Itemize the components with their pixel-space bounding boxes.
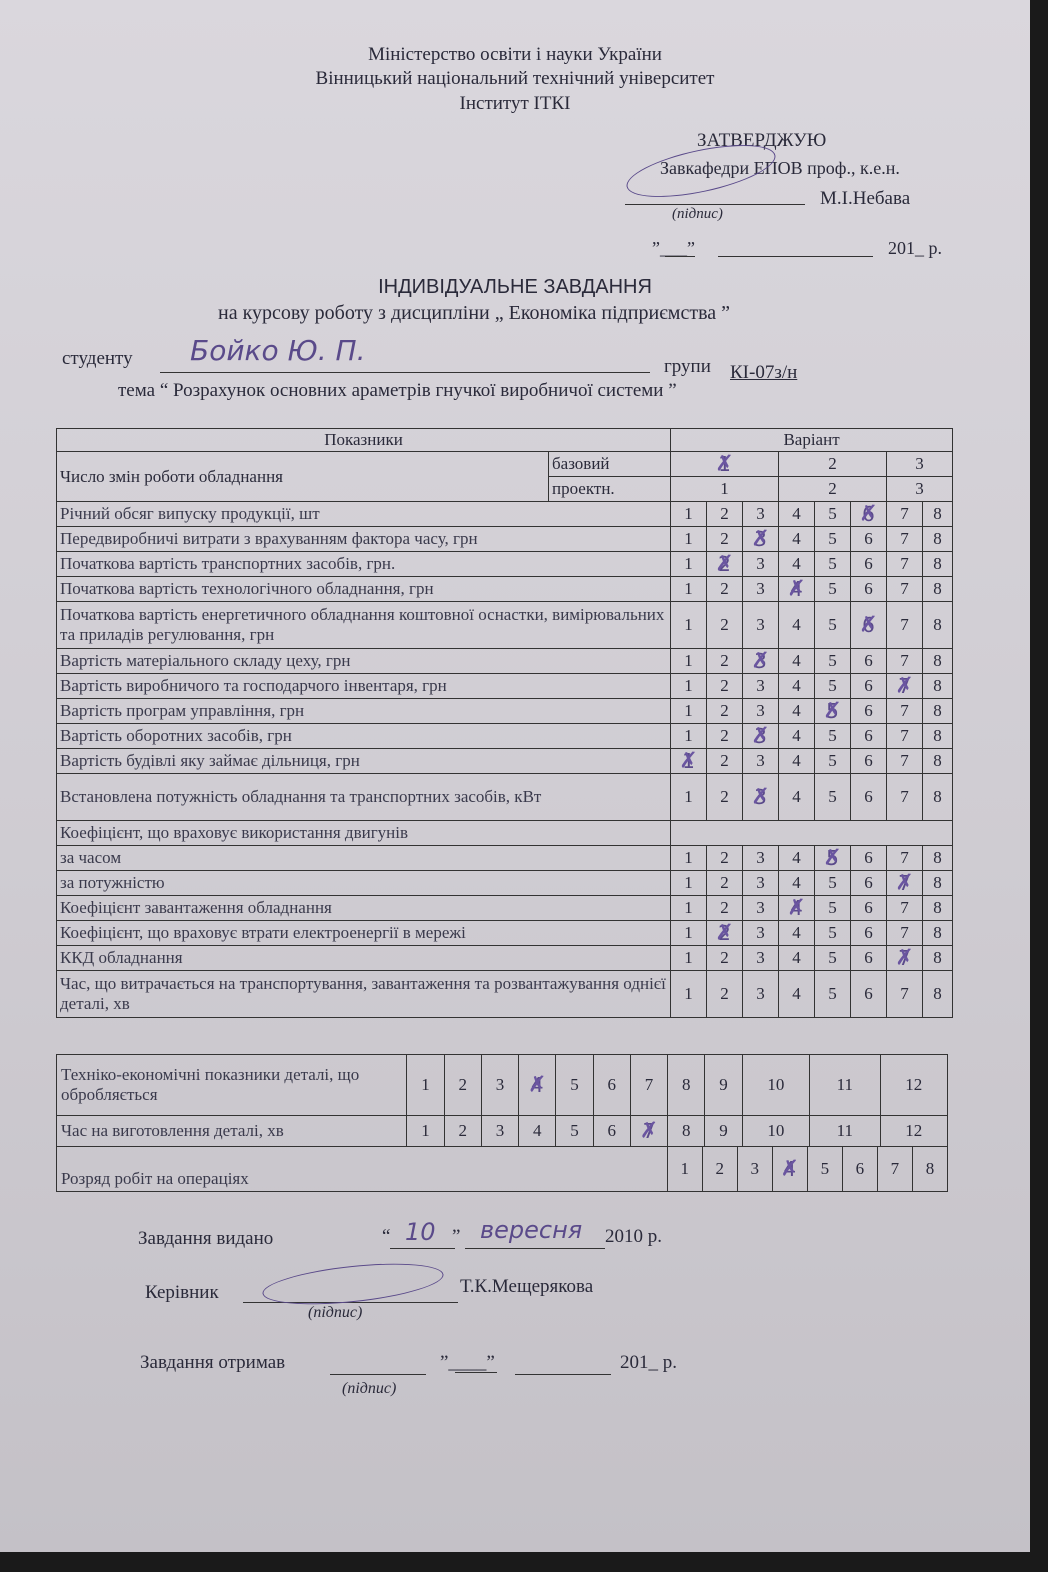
variant-cell: 8 <box>923 871 953 896</box>
table-row <box>57 1055 948 1116</box>
received-signature-line <box>330 1374 426 1375</box>
variant-cell: 3 <box>481 1116 518 1147</box>
variant-cell: 8 <box>923 674 953 699</box>
table-row <box>57 552 953 577</box>
variant-cell: 5 <box>815 749 851 774</box>
variant-cell: 1 <box>671 527 707 552</box>
table-header-row <box>57 429 953 452</box>
approve-year: 201_ р. <box>888 238 942 258</box>
approve-position: Завкафедри ЕПОВ проф., к.е.н. <box>660 158 900 178</box>
selected-variant-mark: 3 ✗ <box>754 785 767 809</box>
supervisor-name: Т.К.Мещерякова <box>460 1276 594 1297</box>
approve-day-line <box>665 256 695 257</box>
variant-cell: 1 <box>671 921 707 946</box>
variant-cell: 7 <box>887 502 923 527</box>
issued-year: 2010 р. <box>605 1226 662 1247</box>
shift-value: 3 <box>887 477 953 502</box>
row-label: Час на виготовлення деталі, хв <box>57 1116 407 1147</box>
table-row <box>57 971 953 1018</box>
issued-quote-open: “ <box>382 1226 391 1247</box>
variant-cell: 7 <box>630 1055 667 1116</box>
selected-variant-mark: 3 ✗ <box>754 527 767 551</box>
issued-day-line <box>390 1248 455 1249</box>
approve-name: М.І.Небава <box>820 188 911 209</box>
variant-cell: 2 <box>707 846 743 871</box>
variant-cell: 8 <box>923 577 953 602</box>
variant-cell: 6 <box>851 674 887 699</box>
variant-cell: 2 <box>702 1147 737 1192</box>
variant-cell: 3 <box>743 921 779 946</box>
topic-text: тема “ Розрахунок основних араметрів гнучкої виробничої системи ” <box>118 380 677 401</box>
variant-cell: 2 <box>707 502 743 527</box>
row-label: Початкова вартість енергетичного обладнання коштовної оснастки, вимірювальних та приладів регулювання, грн <box>57 602 671 649</box>
received-sign-caption: (підпис) <box>342 1380 397 1397</box>
variant-cell: 1 <box>671 602 707 649</box>
table-row <box>57 649 953 674</box>
received-label: Завдання отримав <box>140 1352 286 1373</box>
table-row <box>57 1147 948 1192</box>
issued-month-line <box>465 1248 605 1249</box>
variant-cell: 1 <box>671 699 707 724</box>
shifts-base-label: базовий <box>549 452 671 477</box>
approve-label: ЗАТВЕРДЖУЮ <box>697 130 827 151</box>
approve-month-line <box>718 256 873 257</box>
variant-cell: 9 <box>705 1055 742 1116</box>
variant-cell: 6 <box>851 971 887 1018</box>
variant-cell: 10 <box>742 1116 809 1147</box>
table-row <box>57 724 953 749</box>
shift-value: 3 <box>887 452 953 477</box>
detail-table <box>56 1054 948 1147</box>
variant-cell <box>851 602 887 649</box>
received-date-quote: ”____” <box>440 1352 495 1373</box>
variant-cell: 6 <box>851 749 887 774</box>
variant-cell: 7 <box>887 921 923 946</box>
row-label: Вартість оборотних засобів, грн <box>57 724 671 749</box>
variant-cell: 3 <box>743 749 779 774</box>
variant-cell: 4 <box>779 527 815 552</box>
variant-cell: 8 <box>923 774 953 821</box>
variant-cell: 3 <box>481 1055 518 1116</box>
table-row <box>57 527 953 552</box>
ministry-name: Міністерство освіти і науки України <box>368 44 662 65</box>
variant-cell: 8 <box>923 552 953 577</box>
variant-cell: 8 <box>923 527 953 552</box>
variant-cell <box>772 1147 807 1192</box>
approve-date-prefix: ”___” <box>652 238 695 258</box>
selected-variant-mark: 4 ✗ <box>531 1073 544 1097</box>
variant-cell <box>887 674 923 699</box>
student-name-line <box>160 372 650 373</box>
variant-cell: 12 <box>880 1055 947 1116</box>
variant-cell: 8 <box>923 749 953 774</box>
row-label: Вартість програм управління, грн <box>57 699 671 724</box>
variant-cell <box>743 724 779 749</box>
variant-cell: 6 <box>851 896 887 921</box>
variant-cell: 4 <box>779 846 815 871</box>
variant-cell: 8 <box>912 1147 947 1192</box>
table-row <box>57 921 953 946</box>
variant-cell: 8 <box>668 1116 705 1147</box>
variant-cell: 6 <box>842 1147 877 1192</box>
row-label: Коефіцієнт завантаження обладнання <box>57 896 671 921</box>
row-label: Встановлена потужність обладнання та транспортних засобів, кВт <box>57 774 671 821</box>
variant-cell: 6 <box>851 552 887 577</box>
variant-cell: 4 <box>779 649 815 674</box>
row-label: Передвиробничі витрати з врахуванням фактора часу, грн <box>57 527 671 552</box>
variant-cell: 4 <box>779 724 815 749</box>
variant-cell: 7 <box>887 649 923 674</box>
header-indicators: Показники <box>57 429 671 452</box>
variant-cell <box>815 699 851 724</box>
variant-cell: 3 <box>743 946 779 971</box>
row-label: Коефіцієнт, що враховує втрати електроенергії в мережі <box>57 921 671 946</box>
variant-cell: 4 <box>779 552 815 577</box>
table-row <box>57 774 953 821</box>
student-label: студенту <box>62 348 133 369</box>
variant-cell: 3 <box>743 577 779 602</box>
variant-cell <box>743 649 779 674</box>
variant-cell: 5 <box>815 602 851 649</box>
selected-variant-mark: 4 ✗ <box>790 577 803 601</box>
variant-cell <box>779 896 815 921</box>
variant-cell: 3 <box>743 502 779 527</box>
selected-variant-mark: 7 ✗ <box>898 946 911 970</box>
variant-cell: 1 <box>667 1147 702 1192</box>
variant-cell: 5 <box>556 1055 593 1116</box>
variant-cell: 7 <box>877 1147 912 1192</box>
row-label: ККД обладнання <box>57 946 671 971</box>
row-label: Початкова вартість технологічного обладнання, грн <box>57 577 671 602</box>
variant-cell <box>743 774 779 821</box>
variant-cell: 6 <box>851 724 887 749</box>
variant-cell: 5 <box>815 896 851 921</box>
variant-cell: 1 <box>407 1116 444 1147</box>
variant-cell: 8 <box>923 946 953 971</box>
approve-signature-line <box>625 204 805 205</box>
variant-cell: 5 <box>815 946 851 971</box>
variant-cell: 1 <box>407 1055 444 1116</box>
table-row <box>57 821 953 846</box>
row-label: Розряд робіт на операціях <box>57 1147 668 1192</box>
variant-cell: 2 <box>707 577 743 602</box>
variant-cell: 6 <box>593 1055 630 1116</box>
variant-cell <box>851 502 887 527</box>
variant-cell: 1 <box>671 502 707 527</box>
variant-cell: 4 <box>779 502 815 527</box>
variant-cell: 4 <box>779 921 815 946</box>
variant-cell <box>630 1116 667 1147</box>
row-label: за потужністю <box>57 871 671 896</box>
row-label: Вартість матеріального складу цеху, грн <box>57 649 671 674</box>
variant-cell: 7 <box>887 527 923 552</box>
parameters-table <box>56 428 953 1018</box>
variant-cell <box>743 527 779 552</box>
variant-cell <box>707 921 743 946</box>
variant-cell: 1 <box>671 896 707 921</box>
selected-variant-mark: 4 ✗ <box>790 896 803 920</box>
variant-cell: 2 <box>444 1055 481 1116</box>
variant-cell: 2 <box>707 674 743 699</box>
variant-cell: 7 <box>887 971 923 1018</box>
selected-variant-mark: 4 ✗ <box>783 1157 796 1181</box>
variant-cell: 5 <box>815 724 851 749</box>
table-row <box>57 602 953 649</box>
variant-cell: 6 <box>851 577 887 602</box>
variant-cell: 2 <box>707 649 743 674</box>
row-label: Час, що витрачається на транспортування, завантаження та розвантажування однієї деталі, хв <box>57 971 671 1018</box>
variant-cell: 8 <box>923 649 953 674</box>
variant-cell <box>519 1055 556 1116</box>
variant-cell: 1 <box>671 577 707 602</box>
variant-cell: 7 <box>887 602 923 649</box>
variant-cell: 8 <box>923 971 953 1018</box>
variant-cell: 6 <box>851 699 887 724</box>
variant-cell <box>887 946 923 971</box>
variant-cell: 11 <box>810 1055 880 1116</box>
table-row <box>57 896 953 921</box>
variant-cell: 4 <box>779 774 815 821</box>
selected-variant-mark: 5 ✗ <box>826 846 839 870</box>
row-label: Вартість виробничого та господарчого інвентаря, грн <box>57 674 671 699</box>
table-row <box>57 452 953 477</box>
variant-cell: 3 <box>743 871 779 896</box>
variant-cell: 4 <box>779 602 815 649</box>
variant-cell: 3 <box>743 552 779 577</box>
variant-cell: 5 <box>815 527 851 552</box>
variant-cell: 8 <box>923 846 953 871</box>
variant-cell: 2 <box>707 749 743 774</box>
variant-cell: 8 <box>668 1055 705 1116</box>
row-label: Вартість будівлі яку займає дільниця, грн <box>57 749 671 774</box>
variant-cell: 6 <box>851 649 887 674</box>
variant-cell: 3 <box>743 896 779 921</box>
supervisor-sign-caption: (підпис) <box>308 1304 363 1321</box>
variant-cell: 4 <box>519 1116 556 1147</box>
row-label: за часом <box>57 846 671 871</box>
approve-sign-caption: (підпис) <box>672 206 723 222</box>
selected-variant-mark: 7 ✗ <box>898 674 911 698</box>
shift-value: 1 <box>671 477 779 502</box>
variant-cell: 2 <box>707 871 743 896</box>
table-row <box>57 699 953 724</box>
variant-cell: 5 <box>815 552 851 577</box>
shift-value <box>671 452 779 477</box>
variant-cell: 1 <box>671 724 707 749</box>
variant-cell: 6 <box>851 946 887 971</box>
variant-cell: 8 <box>923 896 953 921</box>
variant-cell <box>815 846 851 871</box>
selected-variant-mark: 1 ✗ <box>682 749 695 773</box>
received-year: 201_ р. <box>620 1352 677 1373</box>
issued-day: 10 <box>405 1218 436 1246</box>
variant-cell: 1 <box>671 674 707 699</box>
received-day-line <box>455 1372 497 1373</box>
variant-cell: 5 <box>815 921 851 946</box>
variant-cell: 6 <box>851 871 887 896</box>
variant-cell: 2 <box>707 774 743 821</box>
variant-cell: 6 <box>593 1116 630 1147</box>
variant-cell: 7 <box>887 774 923 821</box>
variant-cell: 12 <box>880 1116 947 1147</box>
variant-cell: 4 <box>779 749 815 774</box>
variant-cell <box>779 577 815 602</box>
supervisor-label: Керівник <box>145 1282 219 1303</box>
group-value: КІ-07з/н <box>730 362 798 383</box>
variant-cell: 8 <box>923 724 953 749</box>
variant-cell: 2 <box>707 527 743 552</box>
variant-cell: 6 <box>851 921 887 946</box>
variant-cell <box>671 749 707 774</box>
variant-cell: 7 <box>887 846 923 871</box>
issued-month: вересня <box>480 1216 583 1244</box>
selected-variant-mark: 6 ✗ <box>862 502 875 526</box>
variant-cell: 7 <box>887 749 923 774</box>
selected-variant-mark: 1 ✗ <box>718 452 731 476</box>
variant-cell: 7 <box>887 699 923 724</box>
student-name: Бойко Ю. П. <box>190 334 366 367</box>
variant-cell: 3 <box>743 699 779 724</box>
variant-cell: 3 <box>743 971 779 1018</box>
variant-cell: 7 <box>887 552 923 577</box>
shifts-project-label: проектн. <box>549 477 671 502</box>
variant-cell: 6 <box>851 846 887 871</box>
document-title: ІНДИВІДУАЛЬНЕ ЗАВДАННЯ <box>378 276 652 298</box>
variant-cell: 5 <box>815 871 851 896</box>
row-label: Техніко-економічні показники деталі, що обробляється <box>57 1055 407 1116</box>
variant-cell: 2 <box>707 971 743 1018</box>
variant-cell: 7 <box>887 577 923 602</box>
variant-cell: 1 <box>671 649 707 674</box>
variant-cell: 9 <box>705 1116 742 1147</box>
grade-table <box>56 1146 948 1192</box>
table-row <box>57 502 953 527</box>
selected-variant-mark: 6 ✗ <box>862 613 875 637</box>
variant-cell: 2 <box>707 699 743 724</box>
variant-cell: 5 <box>815 649 851 674</box>
variant-cell: 3 <box>737 1147 772 1192</box>
variant-cell: 4 <box>779 674 815 699</box>
row-label: Коефіцієнт, що враховує використання двигунів <box>57 821 671 846</box>
variant-cell: 8 <box>923 502 953 527</box>
table-row <box>57 577 953 602</box>
variant-cell: 3 <box>743 674 779 699</box>
table-row <box>57 1116 948 1147</box>
selected-variant-mark: 7 ✗ <box>898 871 911 895</box>
variant-cell <box>707 552 743 577</box>
selected-variant-mark: 2 ✗ <box>718 921 731 945</box>
variant-cell: 4 <box>779 946 815 971</box>
group-label: групи <box>664 356 711 377</box>
row-label: Початкова вартість транспортних засобів, грн. <box>57 552 671 577</box>
shifts-label: Число змін роботи обладнання <box>57 452 549 502</box>
header-variant: Варіант <box>671 429 953 452</box>
variant-cell: 8 <box>923 602 953 649</box>
document-subtitle: на курсову роботу з дисципліни „ Економіка підприємства ” <box>218 302 731 324</box>
institute-name: Інститут ІТКІ <box>459 93 571 114</box>
variant-cell: 5 <box>556 1116 593 1147</box>
received-month-line <box>515 1374 611 1375</box>
selected-variant-mark: 3 ✗ <box>754 649 767 673</box>
variant-cell: 11 <box>810 1116 880 1147</box>
variant-cell: 6 <box>851 774 887 821</box>
table-row <box>57 871 953 896</box>
table-row <box>57 846 953 871</box>
table-row <box>57 674 953 699</box>
variant-cell: 4 <box>779 971 815 1018</box>
variant-cell: 2 <box>707 896 743 921</box>
selected-variant-mark: 7 ✗ <box>643 1119 656 1143</box>
university-name: Вінницький національний технічний університет <box>315 68 715 89</box>
variant-cell: 1 <box>671 871 707 896</box>
row-label: Річний обсяг випуску продукції, шт <box>57 502 671 527</box>
variant-cell: 4 <box>779 871 815 896</box>
variant-cell: 4 <box>779 699 815 724</box>
variant-cell: 10 <box>742 1055 809 1116</box>
variant-cell: 7 <box>887 724 923 749</box>
variant-cell: 1 <box>671 846 707 871</box>
variant-cell: 2 <box>444 1116 481 1147</box>
table-row <box>57 946 953 971</box>
table-row <box>57 749 953 774</box>
variant-cell: 6 <box>851 527 887 552</box>
issued-label: Завдання видано <box>138 1228 274 1249</box>
variant-cell: 5 <box>815 577 851 602</box>
variant-cell: 1 <box>671 552 707 577</box>
variant-cell: 8 <box>923 921 953 946</box>
selected-variant-mark: 3 ✗ <box>754 724 767 748</box>
variant-cell: 5 <box>807 1147 842 1192</box>
variant-cell: 3 <box>743 602 779 649</box>
variant-cell: 1 <box>671 971 707 1018</box>
shift-value: 2 <box>779 452 887 477</box>
variant-cell: 3 <box>743 846 779 871</box>
variant-cell: 8 <box>923 699 953 724</box>
issued-quote-close: ” <box>452 1226 461 1247</box>
variant-cell: 2 <box>707 946 743 971</box>
variant-cell: 2 <box>707 602 743 649</box>
variant-cell: 7 <box>887 896 923 921</box>
variant-cell: 1 <box>671 946 707 971</box>
empty-cell <box>671 821 953 846</box>
variant-cell: 2 <box>707 724 743 749</box>
variant-cell: 5 <box>815 674 851 699</box>
shift-value: 2 <box>779 477 887 502</box>
variant-cell: 5 <box>815 971 851 1018</box>
variant-cell: 1 <box>671 774 707 821</box>
variant-cell <box>887 871 923 896</box>
selected-variant-mark: 5 ✗ <box>826 699 839 723</box>
selected-variant-mark: 2 ✗ <box>718 552 731 576</box>
variant-cell: 5 <box>815 502 851 527</box>
variant-cell: 5 <box>815 774 851 821</box>
